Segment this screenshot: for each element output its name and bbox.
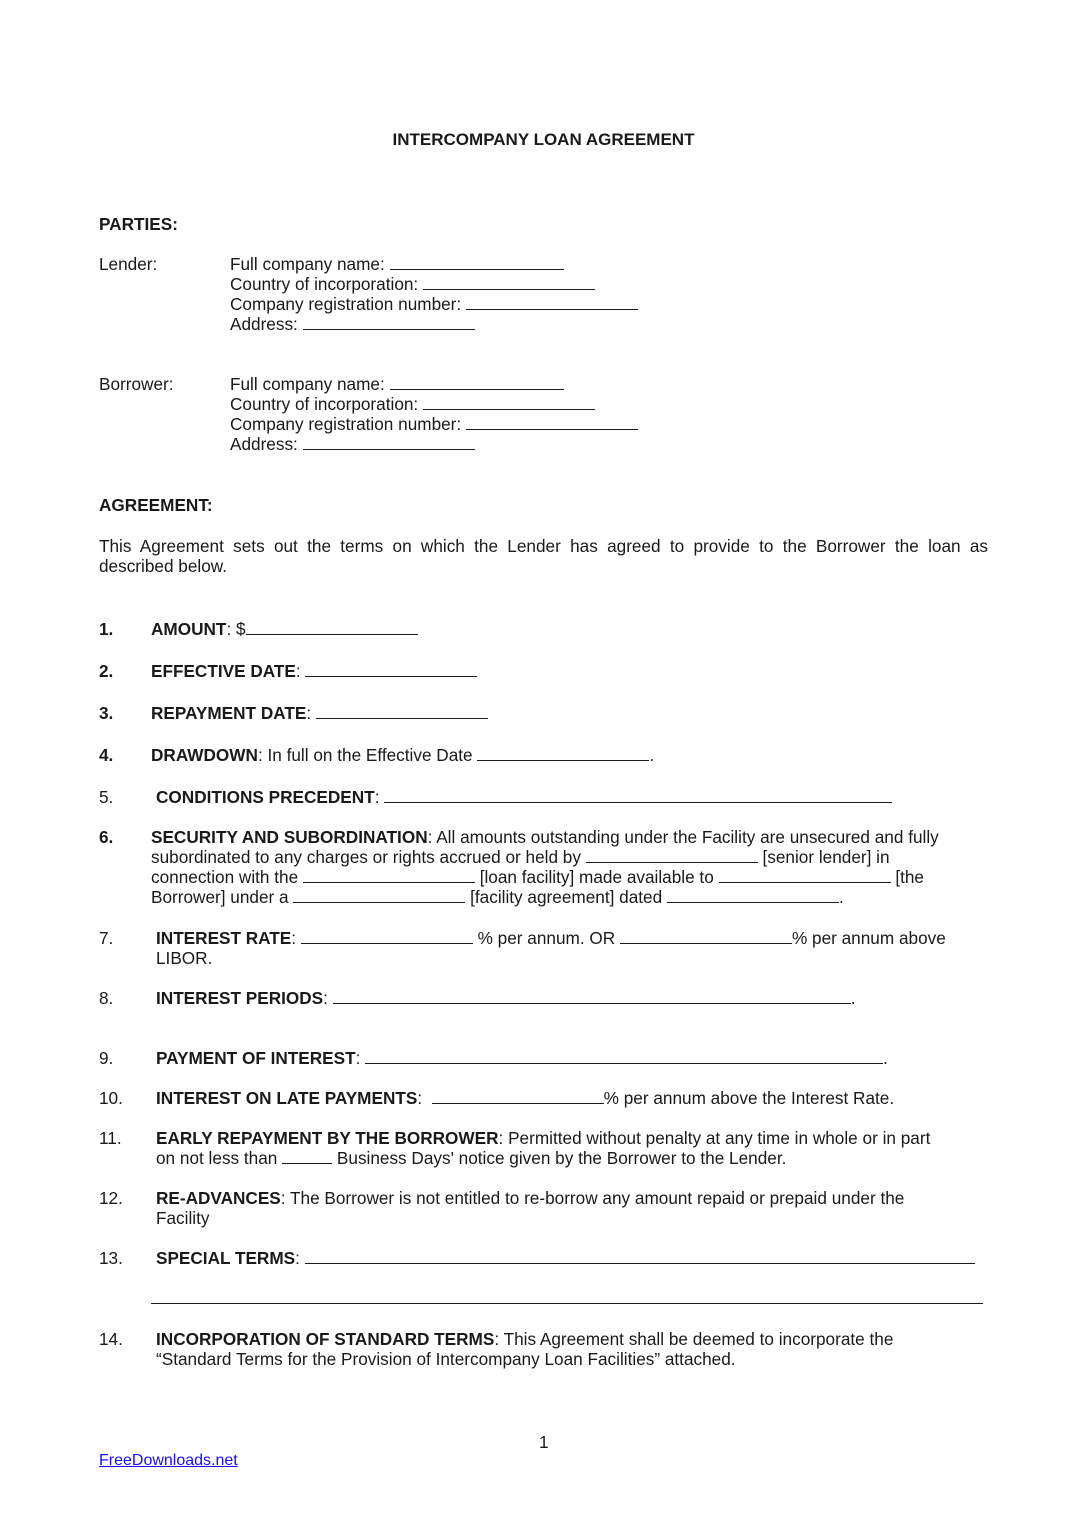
clause-security-line1: SECURITY AND SUBORDINATION: All amounts outstanding under the Facility are unsecured and fully xyxy=(151,827,939,847)
borrower-country-field[interactable] xyxy=(423,394,595,410)
clause-number: 7. xyxy=(99,928,114,948)
effective-date-field[interactable] xyxy=(305,661,477,677)
lender-country: Country of incorporation: xyxy=(230,274,595,294)
clause-number: 3. xyxy=(99,703,114,723)
special-terms-field[interactable] xyxy=(305,1248,975,1264)
clause-late-payments: INTEREST ON LATE PAYMENTS: % per annum above the Interest Rate. xyxy=(156,1088,895,1108)
lender-company-name-field[interactable] xyxy=(390,254,564,270)
clause-security-line2: subordinated to any charges or rights accrued or held by [senior lender] in xyxy=(151,847,890,867)
clause-special-terms: SPECIAL TERMS: xyxy=(156,1248,975,1268)
clause-drawdown: DRAWDOWN: In full on the Effective Date . xyxy=(151,745,655,765)
clause-early-repayment-line1: EARLY REPAYMENT BY THE BORROWER: Permitted without penalty at any time in whole or in part xyxy=(156,1128,931,1148)
business-days-field[interactable] xyxy=(282,1148,332,1164)
late-payment-rate-field[interactable] xyxy=(432,1088,604,1104)
borrower-label: Borrower: xyxy=(99,374,174,394)
lender-company-name: Full company name: xyxy=(230,254,564,274)
borrower-address-field[interactable] xyxy=(303,434,475,450)
clause-number: 11. xyxy=(99,1128,122,1148)
clause-repayment-date: REPAYMENT DATE: xyxy=(151,703,488,723)
clause-effective-date: EFFECTIVE DATE: xyxy=(151,661,477,681)
borrower-country: Country of incorporation: xyxy=(230,394,595,414)
lender-label: Lender: xyxy=(99,254,158,274)
lender-address: Address: xyxy=(230,314,475,334)
clause-number: 4. xyxy=(99,745,114,765)
clause-number: 13. xyxy=(99,1248,123,1268)
parties-heading: PARTIES: xyxy=(99,214,178,234)
clause-number: 1. xyxy=(99,619,114,639)
special-terms-line2 xyxy=(151,1288,983,1308)
borrower-company-name: Full company name: xyxy=(230,374,564,394)
clause-payment-of-interest: PAYMENT OF INTEREST: . xyxy=(156,1048,888,1068)
lender-address-field[interactable] xyxy=(303,314,475,330)
special-terms-field-2[interactable] xyxy=(151,1288,983,1304)
repayment-date-field[interactable] xyxy=(316,703,488,719)
clause-number: 12. xyxy=(99,1188,123,1208)
clause-early-repayment-line2: on not less than Business Days' notice given by the Borrower to the Lender. xyxy=(156,1148,787,1168)
interest-rate-libor-field[interactable] xyxy=(620,928,792,944)
agreement-intro-line2: described below. xyxy=(99,556,228,576)
dated-field[interactable] xyxy=(667,887,839,903)
lender-country-field[interactable] xyxy=(423,274,595,290)
clause-number: 2. xyxy=(99,661,114,681)
drawdown-field[interactable] xyxy=(477,745,649,761)
borrower-company-name-field[interactable] xyxy=(390,374,564,390)
amount-field[interactable] xyxy=(246,619,418,635)
interest-rate-field[interactable] xyxy=(301,928,473,944)
clause-interest-periods: INTEREST PERIODS: . xyxy=(156,988,856,1008)
clause-number: 9. xyxy=(99,1048,114,1068)
borrower-registration: Company registration number: xyxy=(230,414,638,434)
borrower-address: Address: xyxy=(230,434,475,454)
page-number: 1 xyxy=(539,1432,549,1452)
clause-number: 6. xyxy=(99,827,114,847)
clause-security-line4: Borrower] under a [facility agreement] dated . xyxy=(151,887,844,907)
clause-number: 14. xyxy=(99,1329,123,1349)
agreement-intro-line1: This Agreement sets out the terms on which the Lender has agreed to provide to the Borrower the loan as xyxy=(99,536,988,556)
freedownloads-link[interactable]: FreeDownloads.net xyxy=(99,1452,238,1469)
clause-amount: AMOUNT: $ xyxy=(151,619,418,639)
clause-interest-rate-line2: LIBOR. xyxy=(156,948,213,968)
conditions-precedent-field[interactable] xyxy=(384,787,892,803)
facility-agreement-field[interactable] xyxy=(293,887,465,903)
lender-registration-field[interactable] xyxy=(466,294,638,310)
clause-re-advances-line2: Facility xyxy=(156,1208,210,1228)
clause-re-advances-line1: RE-ADVANCES: The Borrower is not entitled to re-borrow any amount repaid or prepaid under the xyxy=(156,1188,905,1208)
agreement-heading: AGREEMENT: xyxy=(99,495,213,515)
clause-number: 10. xyxy=(99,1088,123,1108)
clause-number: 8. xyxy=(99,988,114,1008)
clause-standard-terms-line2: “Standard Terms for the Provision of Intercompany Loan Facilities” attached. xyxy=(156,1349,736,1369)
senior-lender-field[interactable] xyxy=(586,847,758,863)
lender-registration: Company registration number: xyxy=(230,294,638,314)
loan-facility-field[interactable] xyxy=(303,867,475,883)
clause-security-line3: connection with the [loan facility] made available to [the xyxy=(151,867,924,887)
the-borrower-field[interactable] xyxy=(719,867,891,883)
clause-interest-rate: INTEREST RATE: % per annum. OR % per annum above xyxy=(156,928,946,948)
interest-periods-field[interactable] xyxy=(333,988,851,1004)
clause-conditions-precedent: CONDITIONS PRECEDENT: xyxy=(156,787,892,807)
borrower-registration-field[interactable] xyxy=(466,414,638,430)
clause-number: 5. xyxy=(99,787,114,807)
payment-of-interest-field[interactable] xyxy=(365,1048,883,1064)
clause-standard-terms-line1: INCORPORATION OF STANDARD TERMS: This Agreement shall be deemed to incorporate the xyxy=(156,1329,894,1349)
document-title: INTERCOMPANY LOAN AGREEMENT xyxy=(392,130,695,149)
